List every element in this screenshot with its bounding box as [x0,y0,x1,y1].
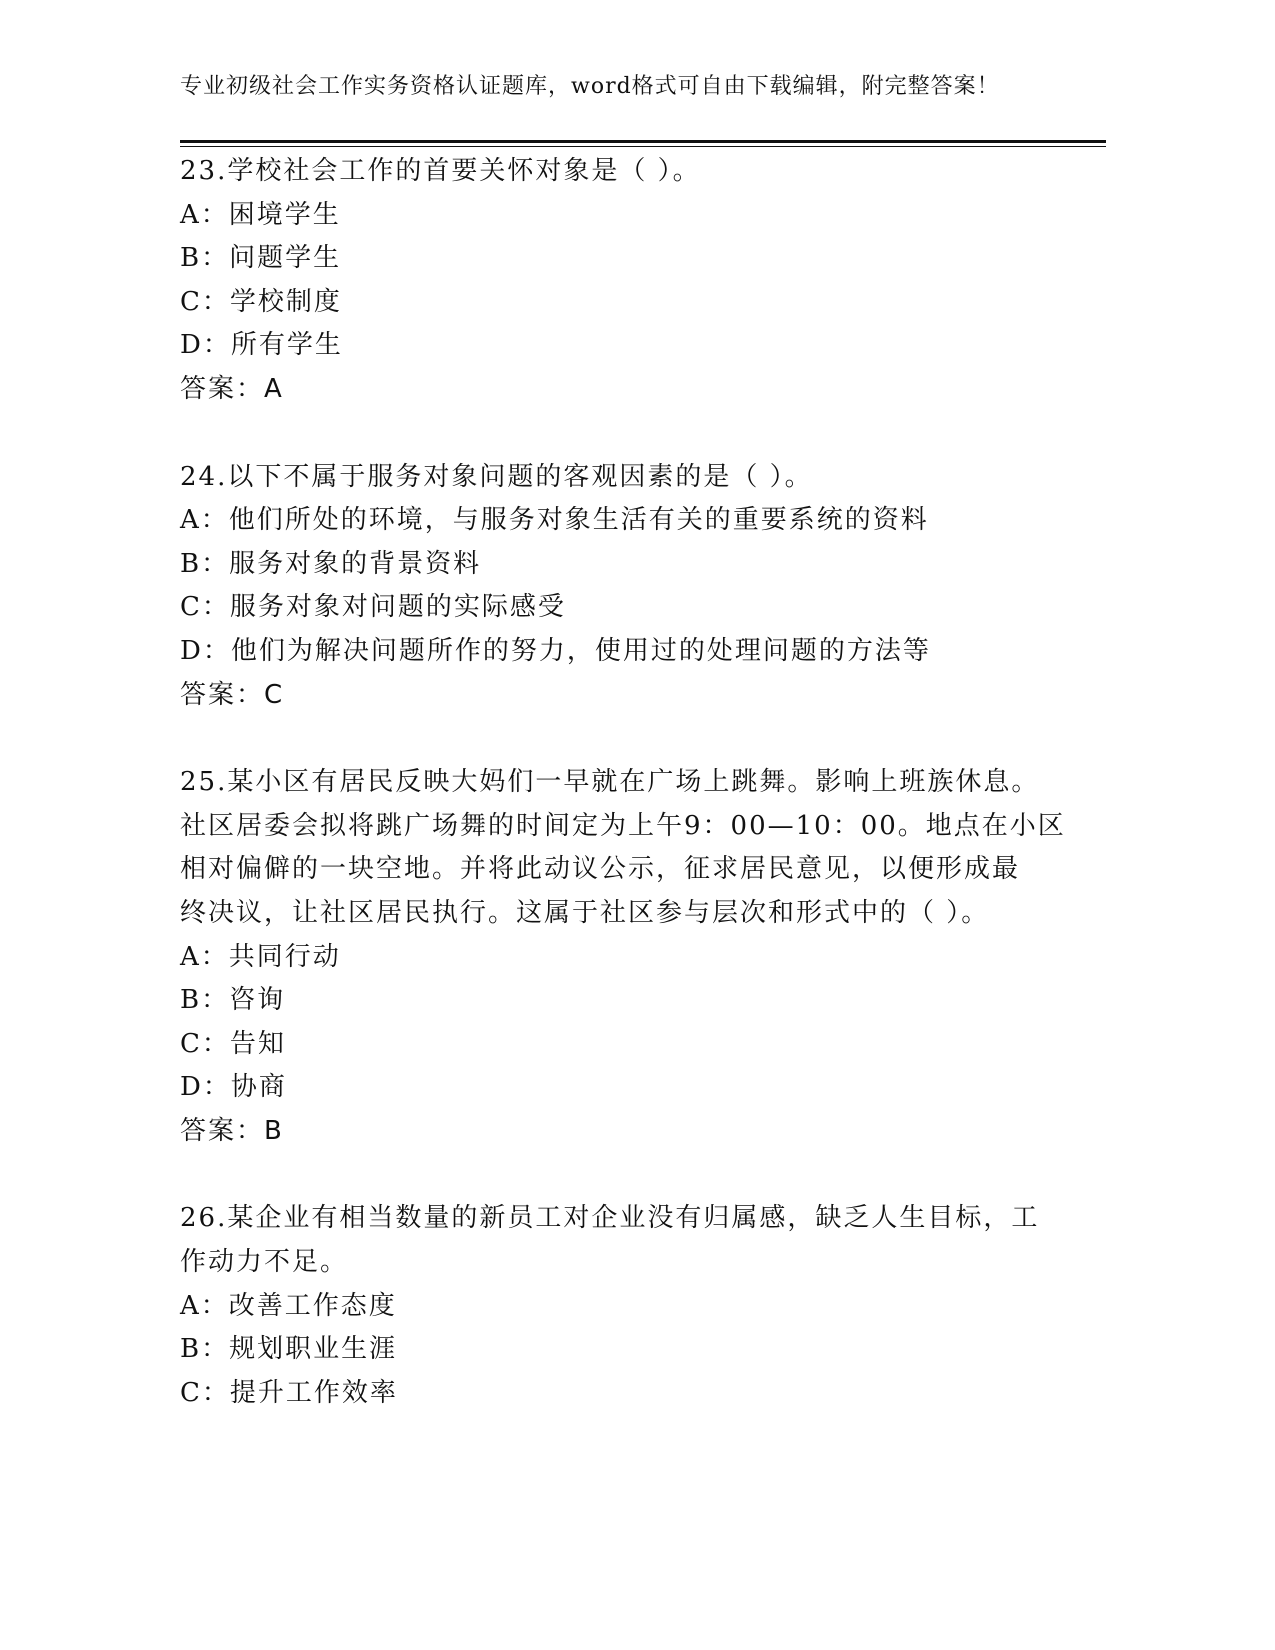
question-stem: 24.以下不属于服务对象问题的客观因素的是（ ）。 [180,461,813,492]
option-d: D：协商 [180,1072,287,1103]
question-stem-line-1: 25.某小区有居民反映大妈们一早就在广场上跳舞。影响上班族休息。 [180,767,1040,798]
question-24 [180,456,1060,718]
question-stem-line-2: 社区居委会拟将跳广场舞的时间定为上午9：00—10：00。地点在小区 [180,810,1066,841]
option-c: C：服务对象对问题的实际感受 [180,592,566,623]
question-stem: 23.学校社会工作的首要关怀对象是（ ）。 [180,156,701,186]
header-rule-thin [180,146,1106,147]
question-stem-line-2: 作动力不足。 [180,1247,349,1278]
option-c: C：学校制度 [180,286,342,317]
option-a: A：改善工作态度 [180,1290,397,1321]
option-c: C：告知 [180,1028,286,1059]
option-b: B：服务对象的背景资料 [180,548,482,579]
option-b: B：问题学生 [180,243,342,274]
option-a: A：困境学生 [180,199,341,230]
question-list [180,150,1066,1459]
answer-line: 答案：C [180,679,285,710]
question-stem-line-3: 相对偏僻的一块空地。并将此动议公示，征求居民意见，以便形成最 [180,854,1021,885]
option-d: D：所有学生 [180,330,343,361]
option-b: B：规划职业生涯 [180,1334,398,1365]
option-b: B：咨询 [180,985,286,1016]
option-a: A：他们所处的环境，与服务对象生活有关的重要系统的资料 [180,505,929,536]
answer-line: 答案：B [180,1115,284,1146]
header-rule-thick [180,140,1106,143]
option-c: C：提升工作效率 [180,1377,398,1408]
question-stem-line-4: 终决议，让社区居民执行。这属于社区参与层次和形式中的（ ）。 [180,897,990,928]
document-header: 专业初级社会工作实务资格认证题库，word格式可自由下载编辑，附完整答案！ [180,74,1000,99]
option-d: D：他们为解决问题所作的努力，使用过的处理问题的方法等 [180,635,931,666]
question-23 [180,150,1060,412]
question-26 [180,1197,1060,1415]
question-25 [180,761,1066,1153]
option-a: A：共同行动 [180,941,341,972]
answer-line: 答案：A [180,373,284,404]
question-stem-line-1: 26.某企业有相当数量的新员工对企业没有归属感，缺乏人生目标，工 [180,1203,1040,1234]
